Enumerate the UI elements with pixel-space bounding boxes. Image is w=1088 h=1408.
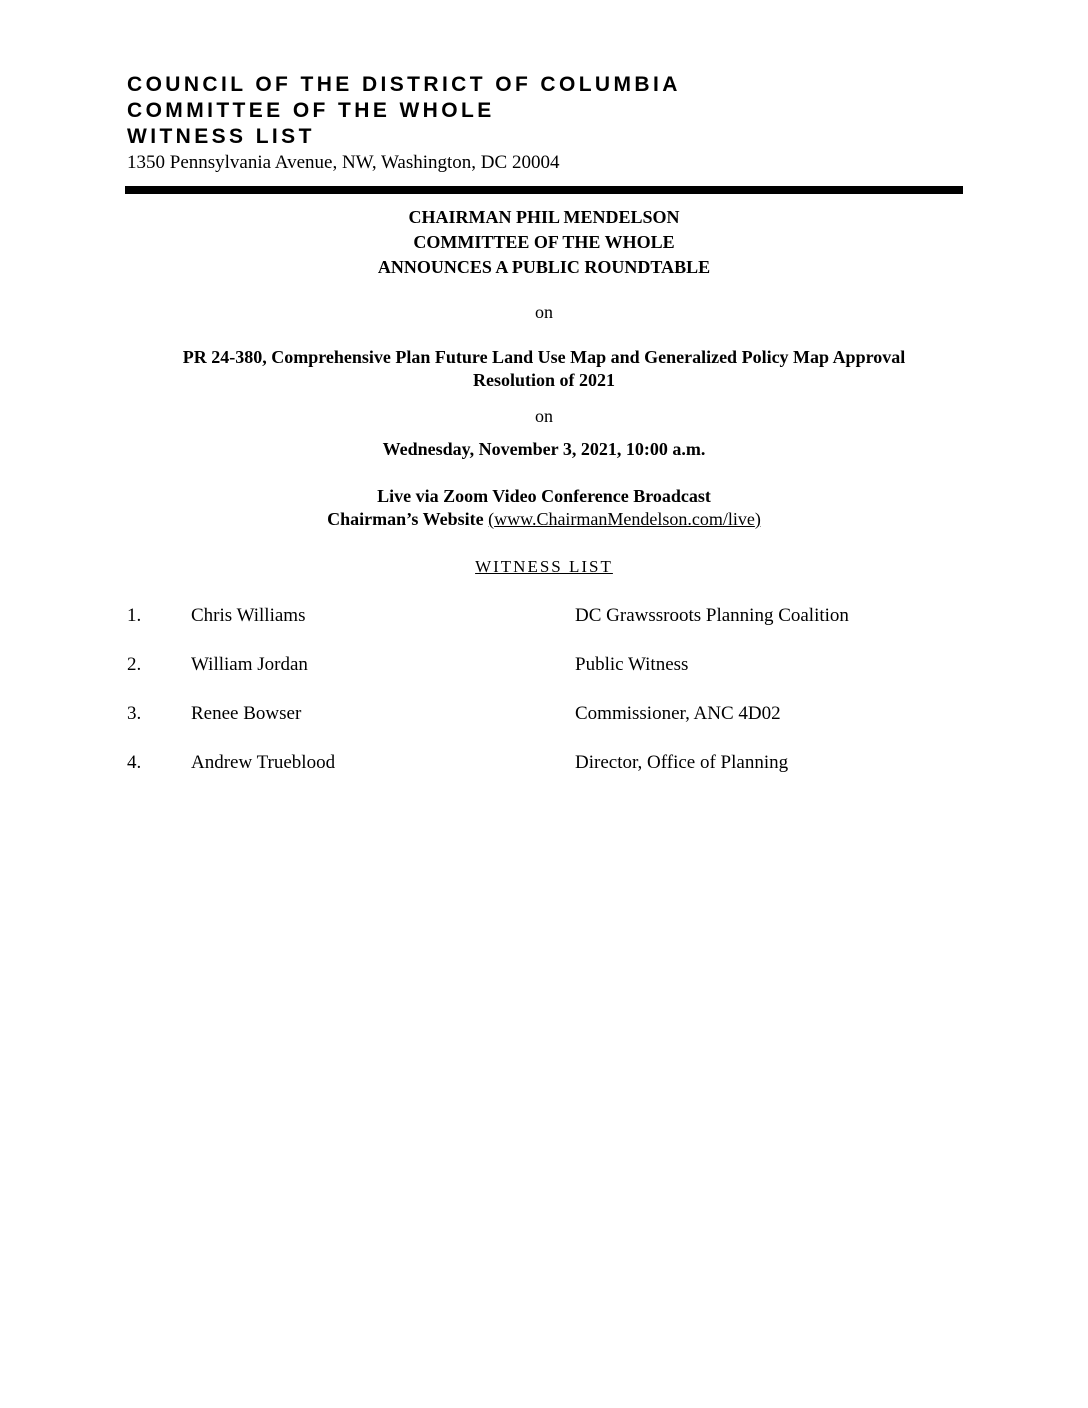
- venue-line-2: [125, 508, 963, 531]
- witness-number: 4.: [127, 752, 142, 773]
- measure-title-line-1: PR 24-380, Comprehensive Plan Future Land Use Map and Generalized Policy Map Approval: [182, 347, 906, 367]
- witness-name: Andrew Trueblood: [191, 752, 336, 773]
- witness-affiliation: Director, Office of Planning: [575, 752, 789, 773]
- witness-row: [127, 702, 947, 751]
- announcement-line-3: ANNOUNCES A PUBLIC ROUNDTABLE: [377, 257, 711, 277]
- document-type: WITNESS LIST: [127, 125, 315, 148]
- on-connector-2: on: [535, 406, 553, 426]
- witness-row: [127, 604, 947, 653]
- witness-list: [127, 604, 947, 800]
- website-link-open-paren: (: [488, 509, 495, 529]
- venue-line-1: Live via Zoom Video Conference Broadcast: [377, 486, 711, 506]
- witness-number: 2.: [127, 654, 142, 675]
- witness-list-heading: WITNESS LIST: [475, 557, 613, 576]
- witness-row: [127, 653, 947, 702]
- witness-number: 1.: [127, 605, 142, 626]
- announcement: [125, 205, 963, 280]
- website-link[interactable]: www.ChairmanMendelson.com/live: [494, 509, 755, 529]
- council-name: COUNCIL OF THE DISTRICT OF COLUMBIA: [127, 73, 681, 96]
- witness-list-heading-container: [125, 556, 963, 578]
- measure-title-line-2: Resolution of 2021: [472, 370, 615, 390]
- witness-name: Renee Bowser: [191, 703, 302, 724]
- witness-number: 3.: [127, 703, 142, 724]
- measure-title: [125, 346, 963, 392]
- website-label: Chairman’s Website: [327, 509, 489, 529]
- venue: [125, 485, 963, 531]
- announcement-line-2: COMMITTEE OF THE WHOLE: [413, 232, 675, 252]
- header-divider: [125, 186, 963, 194]
- witness-affiliation: Public Witness: [575, 654, 689, 675]
- hearing-date: Wednesday, November 3, 2021, 10:00 a.m.: [382, 439, 706, 459]
- witness-name: Chris Williams: [191, 605, 306, 626]
- witness-affiliation: Commissioner, ANC 4D02: [575, 703, 781, 724]
- on-connector-1: on: [535, 302, 553, 322]
- announcement-line-1: CHAIRMAN PHIL MENDELSON: [408, 207, 680, 227]
- witness-affiliation: DC Grawssroots Planning Coalition: [575, 605, 849, 626]
- committee-name: COMMITTEE OF THE WHOLE: [127, 99, 495, 122]
- witness-row: [127, 751, 947, 800]
- witness-name: William Jordan: [191, 654, 308, 675]
- address: 1350 Pennsylvania Avenue, NW, Washington, DC 20004: [127, 152, 560, 173]
- website-link-close-paren: ): [754, 509, 761, 529]
- letterhead: [127, 72, 681, 175]
